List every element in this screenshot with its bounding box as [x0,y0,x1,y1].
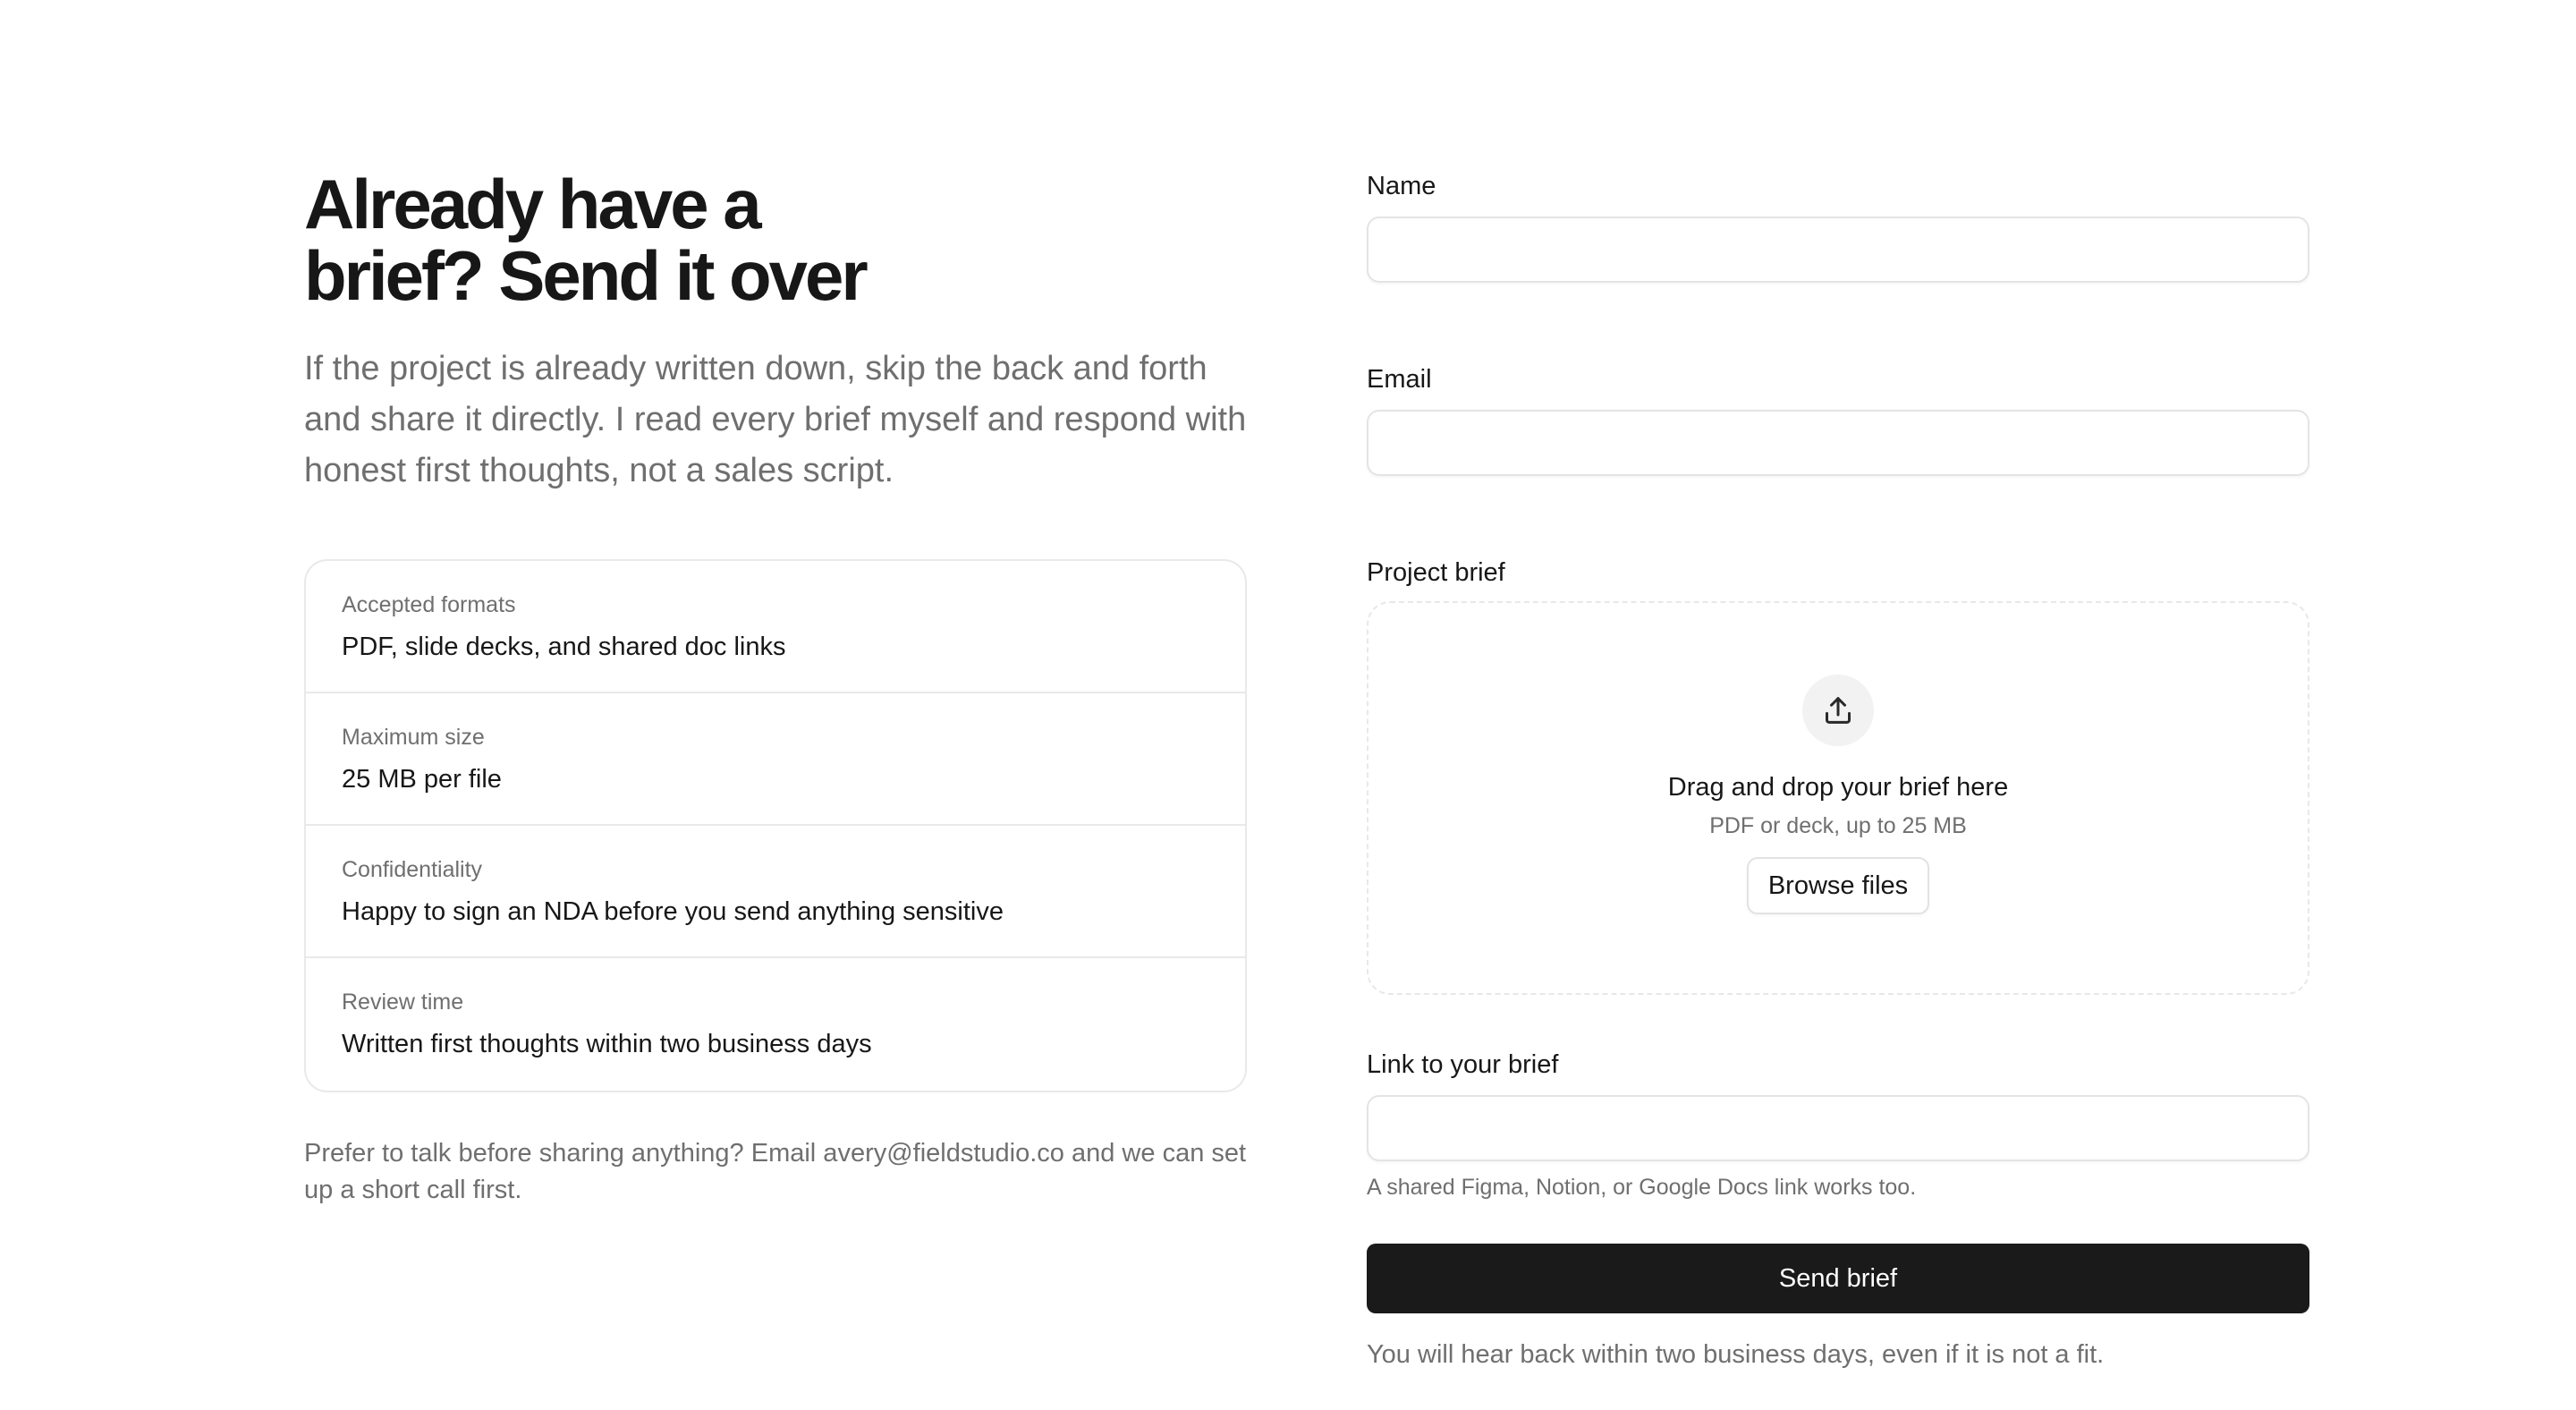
email-label: Email [1367,365,1432,394]
contact-footnote: Prefer to talk before sharing anything? Email avery@fieldstudio.co and we can set up a short call first. [304,1139,1247,1204]
fact-label: Maximum size [342,725,485,750]
reply-note: You will hear back within two business days, even if it is not a fit. [1367,1340,2105,1369]
fact-value: PDF, slide decks, and shared doc links [342,633,786,661]
email-field-group [1367,361,2309,476]
fact-review-time [306,958,1245,1091]
dropzone-subtitle: PDF or deck, up to 25 MB [1709,813,1967,838]
dropzone-title: Drag and drop your brief here [1667,773,2009,802]
fact-value: 25 MB per file [342,765,502,794]
fact-accepted-formats [306,561,1245,693]
name-input[interactable] [1367,217,2309,283]
intro-description: If the project is already written down, skip the back and forth and share it directly. I read every brief myself and respond with honest first thoughts, not a sales script. [304,350,1247,489]
email-input[interactable] [1367,410,2309,476]
page-title: Already have a brief? Send it over [304,165,866,315]
intro-section [304,165,1247,1209]
send-brief-button[interactable]: Send brief [1367,1244,2309,1313]
project-brief-field-group [1367,555,2309,995]
brief-facts-card [304,559,1247,1092]
fact-confidentiality [306,826,1245,958]
fact-label: Accepted formats [342,592,516,617]
fact-maximum-size [306,693,1245,826]
name-field-group [1367,168,2309,283]
brief-form [1367,168,2309,1372]
fact-label: Confidentiality [342,857,483,882]
upload-icon [1802,675,1874,746]
link-hint: A shared Figma, Notion, or Google Docs link works too. [1367,1175,1917,1200]
brief-link-input[interactable] [1367,1095,2309,1161]
fact-label: Review time [342,990,464,1015]
fact-value: Happy to sign an NDA before you send anything sensitive [342,897,1004,926]
link-field-group [1367,1047,2309,1202]
fact-value: Written first thoughts within two business days [342,1030,872,1058]
file-dropzone[interactable] [1367,601,2309,995]
browse-files-button[interactable]: Browse files [1747,857,1929,914]
link-label: Link to your brief [1367,1050,1559,1079]
project-brief-label: Project brief [1367,558,1505,587]
name-label: Name [1367,172,1436,200]
